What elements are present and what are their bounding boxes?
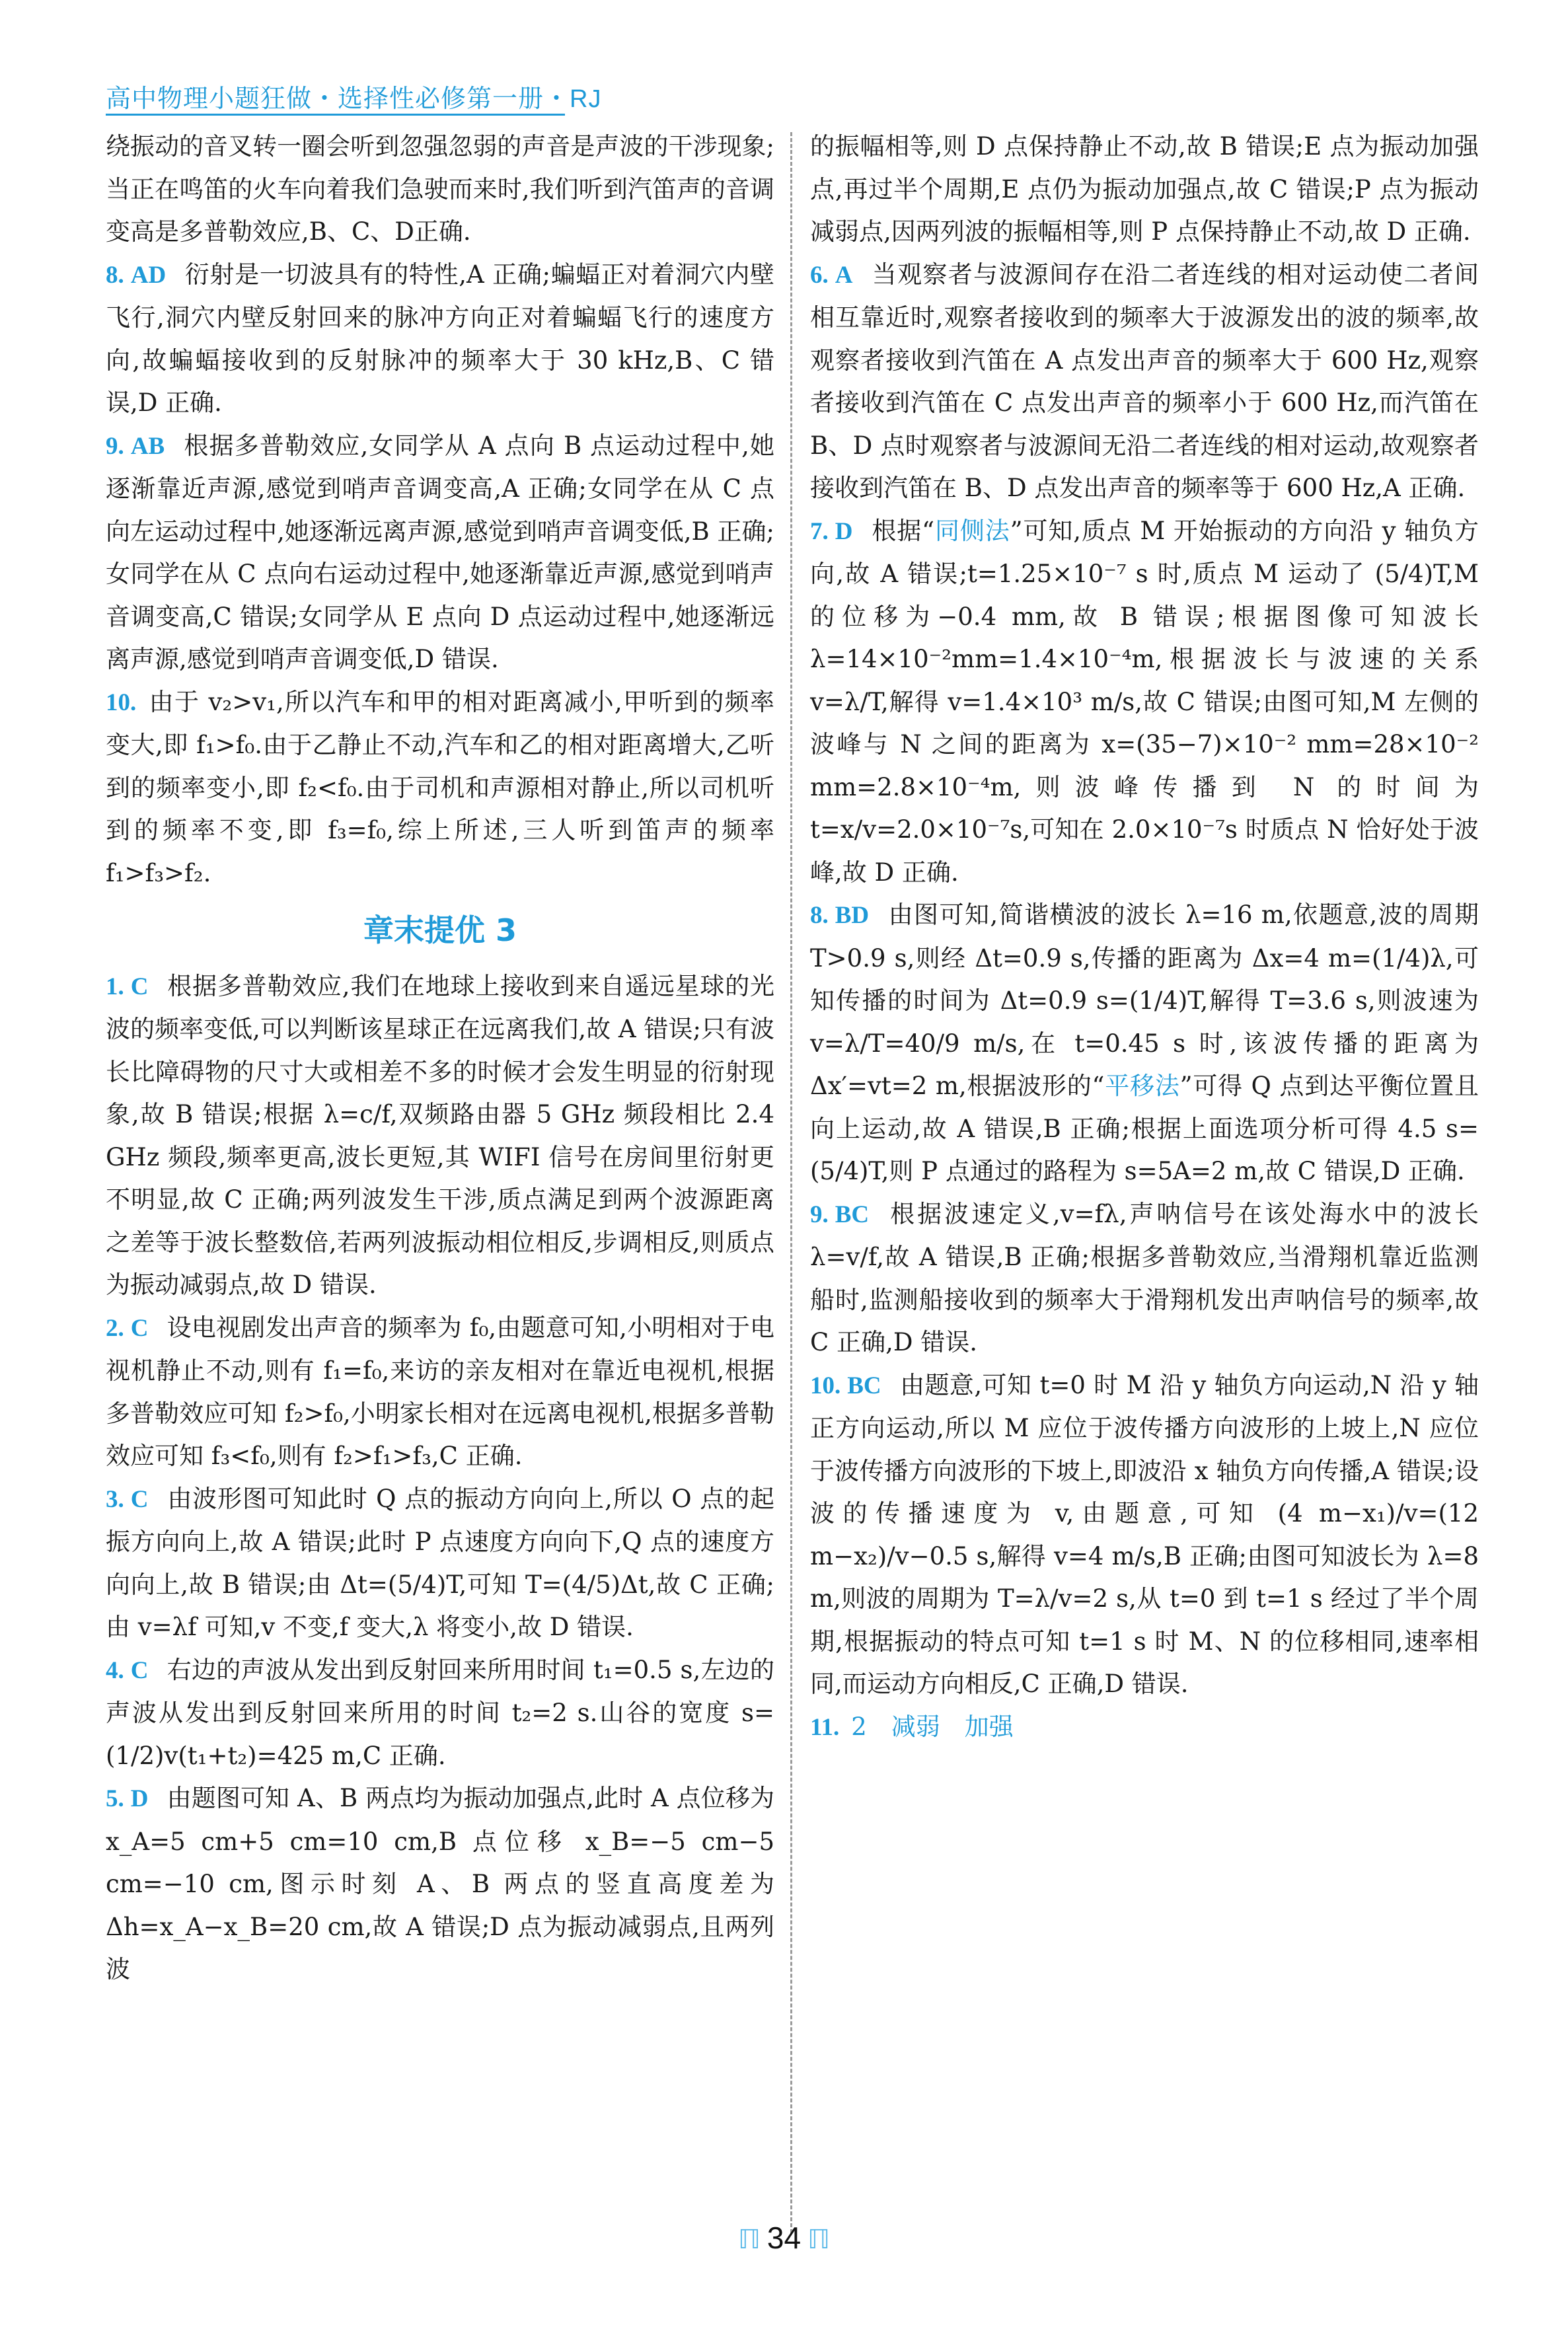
explanation-text: 由题图可知 A、B 两点均为振动加强点,此时 A 点位移为 x_A=5 cm+5 cm=10 cm,B 点位移 x_B=−5 cm−5 cm=−10 cm,图示时刻 A、B 两点的竖直高度差为 Δh=x_A−x_B=20 cm,故 A 错误;D 点为振动减弱点,且两列波 — [106, 1784, 774, 1983]
explanation-text-cont: ”可得 Q 点到达平衡位置且向上运动,故 A 错误,B 正确;根据上面选项分析可得 4.5 s=(5/4)T,则 P 点通过的路程为 s=5A=2 m,故 C 错误,D 正确. — [810, 1072, 1479, 1185]
answer-choice: C — [130, 1314, 149, 1342]
explanation-text-cont: ”可知,质点 M 开始振动的方向沿 y 轴负方向,故 A 错误;t=1.25×10⁻⁷ s 时,质点 M 运动了 (5/4)T,M 的位移为−0.4 mm,故 B 错误;根据图像可知波长 λ=14×10⁻²mm=1.4×10⁻⁴m,根据波长与波速的关系 v=λ/T,解得 v=1.4×10³ m/s,故 C 错误;由图可知,M 左侧的波峰与 N 之间的距离为 x=(35−7)×10⁻² mm=28×10⁻² mm=2.8×10⁻⁴m,则波峰传播到 N 的时间为 t=x/v=2.0×10⁻⁷s,可知在 2.0×10⁻⁷s 时质点 N 恰好处于波峰,故 D 正确. — [810, 516, 1479, 887]
answer-choice: D — [835, 517, 853, 545]
answer-item — [810, 1193, 1479, 1364]
answer-choice: BC — [847, 1372, 881, 1399]
explanation-text: 2 减弱 加强 — [851, 1712, 1014, 1741]
question-number: 5. — [106, 1785, 124, 1812]
question-number: 2. — [106, 1314, 124, 1342]
answer-item — [810, 1706, 1479, 1750]
explanation-text: 右边的声波从发出到反射回来所用时间 t₁=0.5 s,左边的声波从发出到反射回来所用的时间 t₂=2 s.山谷的宽度 s=(1/2)v(t₁+t₂)=425 m,C 正确. — [106, 1655, 774, 1770]
explanation-text: 当观察者与波源间存在沿二者连线的相对运动使二者间相互靠近时,观察者接收到的频率大于波源发出的波的频率,故观察者接收到汽笛在 A 点发出声音的频率大于 600 Hz,观察者接收到汽笛在 C 点发出声音的频率小于 600 Hz,而汽笛在 B、D 点时观察者与波源间无沿二者连线的相对运动,故观察者接收到汽笛在 B、D 点发出声音的频率等于 600 Hz,A 正确. — [810, 260, 1479, 502]
question-number: 11. — [810, 1713, 840, 1741]
header-underline — [106, 114, 565, 116]
question-number: 8. — [810, 902, 829, 929]
page-number: 34 — [766, 2221, 802, 2255]
method-highlight: 平移法 — [1104, 1072, 1180, 1100]
answer-choice: C — [130, 973, 149, 1000]
answer-choice: A — [835, 261, 853, 289]
method-highlight: 同侧法 — [934, 516, 1010, 545]
left-ornament-icon: ℿ — [737, 2225, 761, 2254]
page-footer — [0, 2220, 1568, 2256]
answer-item — [106, 425, 774, 681]
question-number: 7. — [810, 517, 829, 545]
answer-item — [106, 126, 774, 254]
section-title: 章末提优 3 — [363, 912, 517, 948]
explanation-text: 根据波速定义,v=fλ,声呐信号在该处海水中的波长 λ=v/f,故 A 错误,B 正确;根据多普勒效应,当滑翔机靠近监测船时,监测船接收到的频率大于滑翔机发出声呐信号的频率,故 C 正确,D 错误. — [810, 1199, 1479, 1356]
answer-choice: BC — [835, 1200, 870, 1228]
answer-choice: C — [130, 1656, 149, 1684]
question-number: 10. — [810, 1372, 841, 1399]
explanation-text: 根据“ — [871, 516, 935, 545]
running-header: 高中物理小题狂做・选择性必修第一册・RJ — [106, 85, 602, 113]
answer-item — [106, 1478, 774, 1649]
explanation-text: 绕振动的音叉转一圈会听到忽强忽弱的声音是声波的干涉现象;当正在鸣笛的火车向着我们急驶而来时,我们听到汽笛声的音调变高是多普勒效应,B、C、D正确. — [106, 132, 774, 246]
answer-choice: C — [130, 1485, 149, 1513]
answer-item — [106, 254, 774, 425]
answer-item — [106, 681, 774, 895]
left-column — [106, 126, 774, 1991]
answer-choice: D — [130, 1785, 149, 1812]
answer-choice: BD — [835, 902, 870, 929]
answer-item — [810, 254, 1479, 510]
explanation-text: 根据多普勒效应,女同学从 A 点向 B 点运动过程中,她逐渐靠近声源,感觉到哨声音调变高,A 正确;女同学在从 C 点向左运动过程中,她逐渐远离声源,感觉到哨声音调变低,B 正确;女同学在从 C 点向右运动过程中,她逐渐靠近声源,感觉到哨声音调变高,C 错误;女同学从 E 点向 D 点运动过程中,她逐渐远离声源,感觉到哨声音调变低,D 错误. — [106, 431, 774, 673]
answer-item — [106, 1307, 774, 1478]
explanation-text: 由于 v₂>v₁,所以汽车和甲的相对距离减小,甲听到的频率变大,即 f₁>f₀.由于乙静止不动,汽车和乙的相对距离增大,乙听到的频率变小,即 f₂<f₀.由于司机和声源相对静止,所以司机听到的频率不变,即 f₃=f₀,综上所述,三人听到笛声的频率 f₁>f₃>f₂. — [106, 687, 774, 887]
explanation-text: 的振幅相等,则 D 点保持静止不动,故 B 错误;E 点为振动加强点,再过半个周期,E 点仍为振动加强点,故 C 错误;P 点为振动减弱点,因两列波的振幅相等,则 P 点保持静止不动,故 D 正确. — [810, 132, 1479, 246]
question-number: 4. — [106, 1656, 124, 1684]
answer-choice: AD — [130, 261, 167, 289]
explanation-text: 衍射是一切波具有的特性,A 正确;蝙蝠正对着洞穴内壁飞行,洞穴内壁反射回来的脉冲方向正对着蝙蝠飞行的速度方向,故蝙蝠接收到的反射脉冲的频率大于 30 kHz,B、C 错误,D 正确. — [106, 260, 774, 417]
right-column — [810, 126, 1479, 1749]
answer-item — [106, 965, 774, 1307]
question-number: 9. — [106, 432, 124, 460]
explanation-text: 由图可知,简谐横波的波长 λ=16 m,依题意,波的周期 T>0.9 s,则经 Δt=0.9 s,传播的距离为 Δx=4 m=(1/4)λ,可知传播的时间为 Δt=0.9 s=(1/4)T,解得 T=3.6 s,则波速为 v=λ/T=40/9 m/s,在 t=0.45 s 时,该波传播的距离为 Δx′=vt=2 m,根据波形的“ — [810, 901, 1479, 1100]
answer-item — [106, 1649, 774, 1778]
question-number: 6. — [810, 261, 829, 289]
question-number: 10. — [106, 688, 137, 716]
column-divider — [790, 132, 792, 2233]
question-number: 8. — [106, 261, 124, 289]
answer-item — [810, 510, 1479, 895]
answer-item — [810, 894, 1479, 1193]
answer-choice: AB — [130, 432, 165, 460]
question-number: 3. — [106, 1485, 124, 1513]
answer-item — [810, 126, 1479, 254]
answer-item — [810, 1364, 1479, 1706]
explanation-text: 由题意,可知 t=0 时 M 沿 y 轴负方向运动,N 沿 y 轴正方向运动,所以 M 应位于波传播方向波形的上坡上,N 应位于波传播方向波形的下坡上,即波沿 x 轴负方向传播,A 错误;设波的传播速度为 v,由题意,可知 (4 m−x₁)/v=(12 m−x₂)/v−0.5 s,解得 v=4 m/s,B 正确;由图可知波长为 λ=8 m,则波的周期为 T=λ/v=2 s,从 t=0 到 t=1 s 经过了半个周期,根据振动的特点可知 t=1 s 时 M、N 的位移相同,速率相同,而运动方向相反,C 正确,D 错误. — [810, 1370, 1479, 1698]
answer-item — [106, 1777, 774, 1991]
explanation-text: 由波形图可知此时 Q 点的振动方向向上,所以 O 点的起振方向向上,故 A 错误;此时 P 点速度方向向下,Q 点的速度方向向上,故 B 错误;由 Δt=(5/4)T,可知 T=(4/5)Δt,故 C 正确;由 v=λf 可知,v 不变,f 变大,λ 将变小,故 D 错误. — [106, 1484, 774, 1641]
question-number: 1. — [106, 973, 124, 1000]
question-number: 9. — [810, 1200, 829, 1228]
explanation-text: 设电视剧发出声音的频率为 f₀,由题意可知,小明相对于电视机静止不动,则有 f₁=f₀,来访的亲友相对在靠近电视机,根据多普勒效应可知 f₂>f₀,小明家长相对在远离电视机,根据多普勒效应可知 f₃<f₀,则有 f₂>f₁>f₃,C 正确. — [106, 1313, 774, 1470]
right-ornament-icon: ℿ — [807, 2225, 831, 2254]
explanation-text: 根据多普勒效应,我们在地球上接收到来自遥远星球的光波的频率变低,可以判断该星球正在远离我们,故 A 错误;只有波长比障碍物的尺寸大或相差不多的时候才会发生明显的衍射现象,故 B 错误;根据 λ=c/f,双频路由器 5 GHz 频段相比 2.4 GHz 频段,频率更高,波长更短,其 WIFI 信号在房间里衍射更不明显,故 C 正确;两列波发生干涉,质点满足到两个波源距离之差等于波长整数倍,若两列波振动相位相反,步调相反,则质点为振动减弱点,故 D 错误. — [106, 971, 774, 1299]
